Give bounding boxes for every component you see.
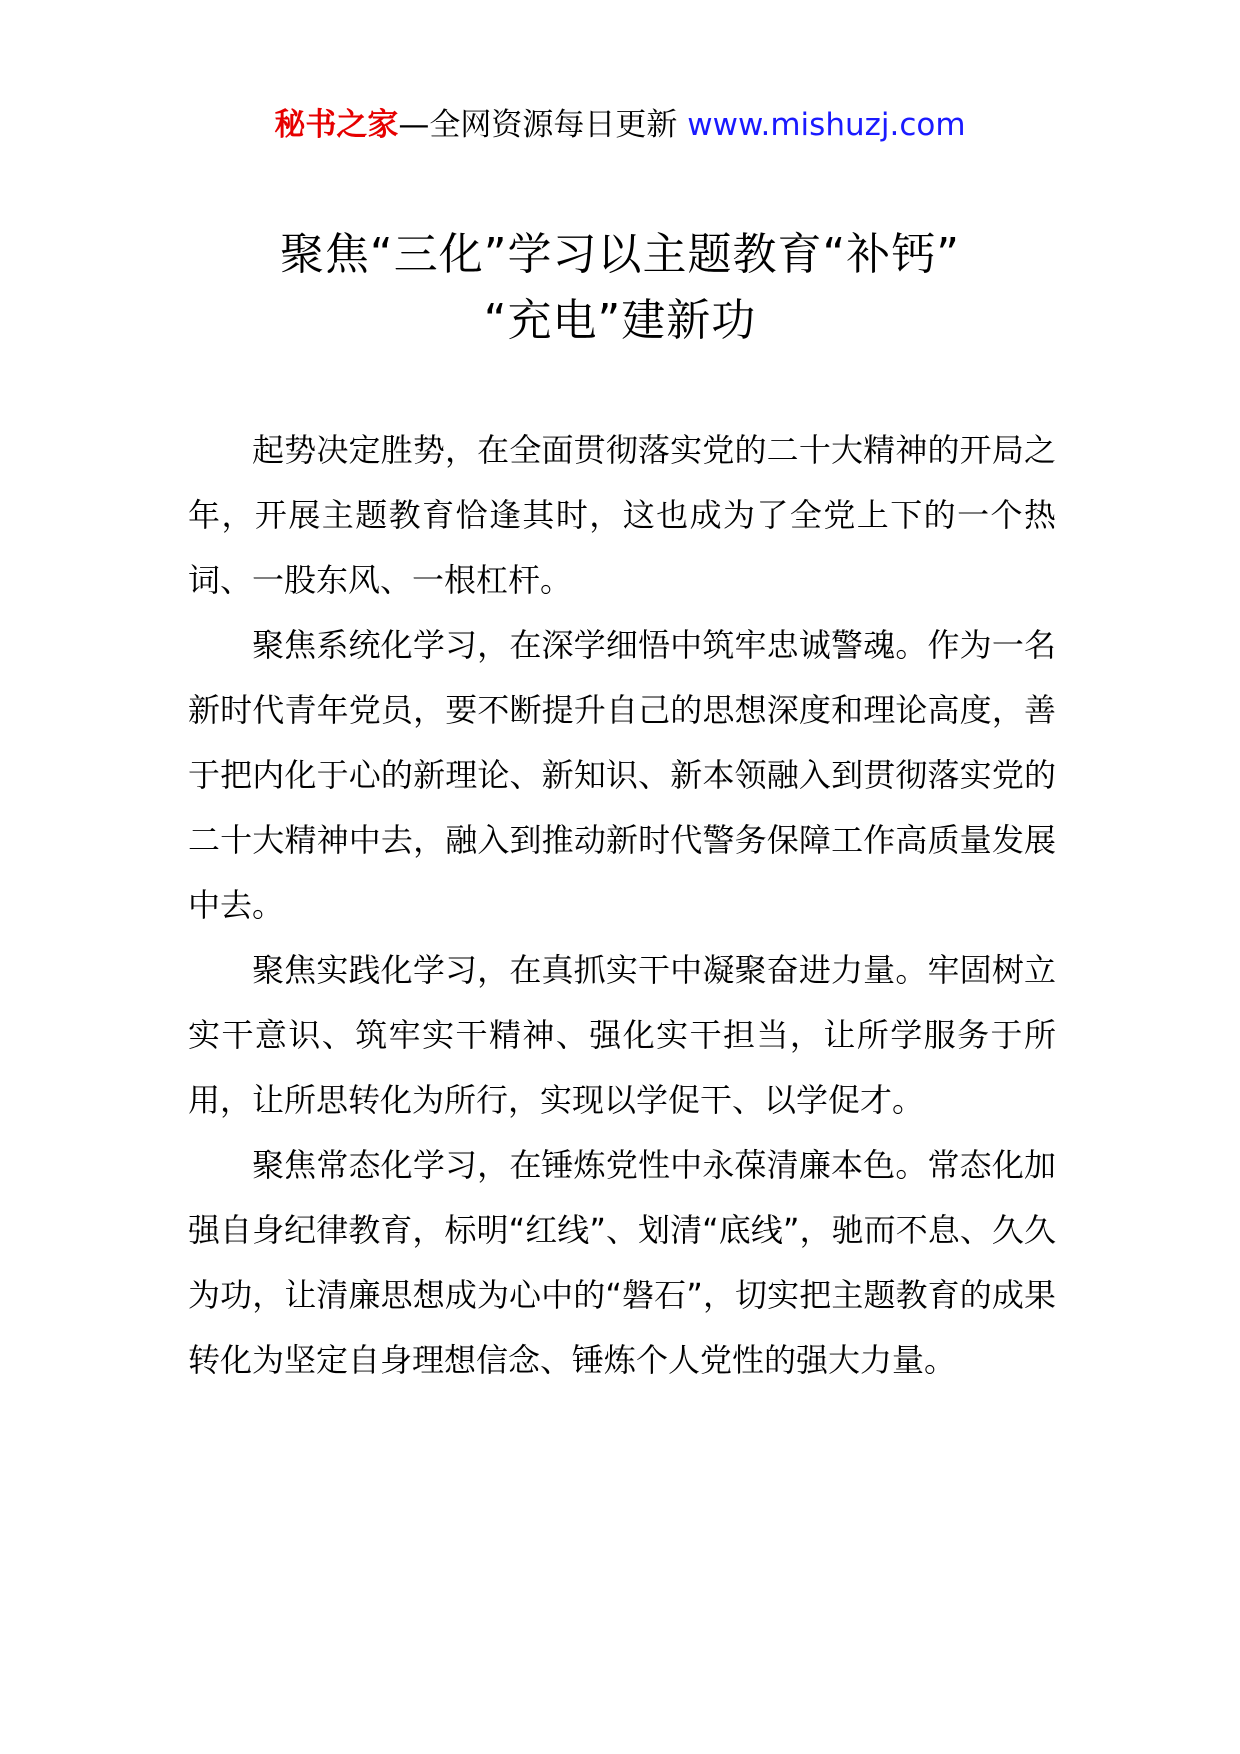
body-paragraph-3: 聚焦实践化学习，在真抓实干中凝聚奋进力量。牢固树立实干意识、筑牢实干精神、强化实干担当，让所学服务于所用，让所思转化为所行，实现以学促干、以学促才。 (188, 951, 1056, 1119)
site-url-link[interactable]: www.mishuzj.com (687, 107, 966, 143)
body-paragraph-2: 聚焦系统化学习，在深学细悟中筑牢忠诚警魂。作为一名新时代青年党员，要不断提升自己的思想深度和理论高度，善于把内化于心的新理论、新知识、新本领融入到贯彻落实党的二十大精神中去，融入到推动新时代警务保障工作高质量发展中去。 (188, 626, 1056, 924)
document-title-line-2: “充电”建新功 (483, 295, 757, 346)
body-paragraph-4: 聚焦常态化学习，在锤炼党性中永葆清廉本色。常态化加强自身纪律教育，标明“红线”、划清“底线”，驰而不息、久久为功，让清廉思想成为心中的“磐石”，切实把主题教育的成果转化为坚定自身理想信念、锤炼个人党性的强大力量。 (188, 1146, 1056, 1379)
body-paragraph-1: 起势决定胜势，在全面贯彻落实党的二十大精神的开局之年，开展主题教育恰逢其时，这也成为了全党上下的一个热词、一股东风、一根杠杆。 (188, 431, 1056, 599)
site-tagline: —全网资源每日更新 (398, 107, 688, 143)
site-brand: 秘书之家 (274, 107, 399, 143)
document-body (188, 418, 1056, 1393)
document-title (160, 222, 1080, 354)
site-header (0, 103, 1240, 147)
document-title-line-1: 聚焦“三化”学习以主题教育“补钙” (279, 229, 961, 280)
